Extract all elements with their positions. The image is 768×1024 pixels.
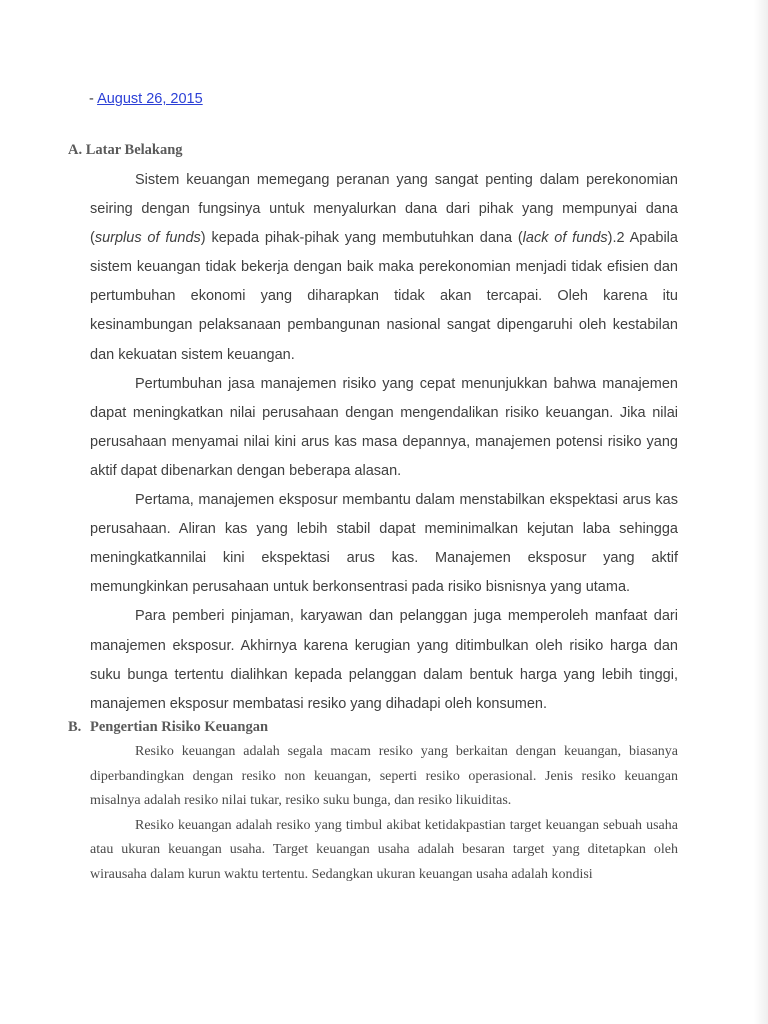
paragraph-text: ) kepada pihak-pihak yang membutuhkan dana (	[200, 230, 523, 247]
section-b-body	[90, 740, 678, 888]
date-prefix: -	[89, 91, 98, 107]
section-a-heading: A. Latar Belakang	[68, 142, 183, 158]
italic-term: surplus of funds	[94, 230, 201, 247]
paragraph-text: ).2 Apabila sistem keuangan tidak bekerja dengan baik maka perekonomian menjadi tidak efisien dan pertumbuhan ekonomi yang diharapkan tidak akan tercapai. Oleh karena itu kesinambungan pelaksanaan pembangunan nasional sangat dipengaruhi oleh kestabilan dan kekuatan sistem keuangan.	[90, 230, 678, 363]
section-a-paragraph-3: Pertama, manajemen eksposur membantu dalam menstabilkan ekspektasi arus kas perusahaan. Aliran kas yang lebih stabil dapat meminimalkan kejutan laba sehingga meningkatkannilai kini ekspektasi arus kas. Manajemen eksposur yang aktif memungkinkan perusahaan untuk berkonsentrasi pada risiko bisnisnya yang utama.	[90, 492, 678, 596]
italic-term: lack of funds	[522, 230, 608, 247]
page-edge-shadow	[754, 0, 768, 1024]
post-date-line	[89, 91, 203, 107]
section-b-title: Pengertian Risiko Keuangan	[90, 719, 269, 735]
section-a-body	[90, 166, 678, 719]
section-a-paragraph-1	[90, 166, 678, 370]
section-a-paragraph-2: Pertumbuhan jasa manajemen risiko yang cepat menunjukkan bahwa manajemen dapat meningkatkan nilai perusahaan dengan mengendalikan risiko keuangan. Jika nilai perusahaan menyamai nilai kini arus kas masa depannya, manajemen potensi risiko yang aktif dapat dibenarkan dengan beberapa alasan.	[90, 375, 678, 479]
section-a-paragraph-4: Para pemberi pinjaman, karyawan dan pelanggan juga memperoleh manfaat dari manajemen eksposur. Akhirnya karena kerugian yang ditimbulkan oleh risiko harga dan suku bunga tertentu dialihkan kepada pelanggan dalam bentuk harga yang lebih tinggi, manajemen eksposur membatasi resiko yang dihadapi oleh konsumen.	[90, 608, 678, 712]
paragraph-text: Sistem keuangan memegang peranan yang sangat penting dalam perekonomian seiring dengan fungsinya untuk menyalurkan dana dari pihak yang mempunyai dana (	[90, 172, 678, 247]
section-b-letter: B.	[68, 719, 82, 735]
section-b-paragraph-1: Resiko keuangan adalah segala macam resiko yang berkaitan dengan keuangan, biasanya diperbandingkan dengan resiko non keuangan, seperti resiko operasional. Jenis resiko keuangan misalnya adalah resiko nilai tukar, resiko suku bunga, dan resiko likuiditas.	[90, 744, 678, 809]
post-date-link[interactable]: August 26, 2015	[97, 91, 203, 107]
section-b-paragraph-2: Resiko keuangan adalah resiko yang timbul akibat ketidakpastian target keuangan sebuah usaha atau ukuran keuangan usaha. Target keuangan usaha adalah besaran target yang ditetapkan oleh wirausaha dalam kurun waktu tertentu. Sedangkan ukuran keuangan usaha adalah kondisi	[90, 817, 678, 882]
section-b-heading	[68, 719, 268, 736]
